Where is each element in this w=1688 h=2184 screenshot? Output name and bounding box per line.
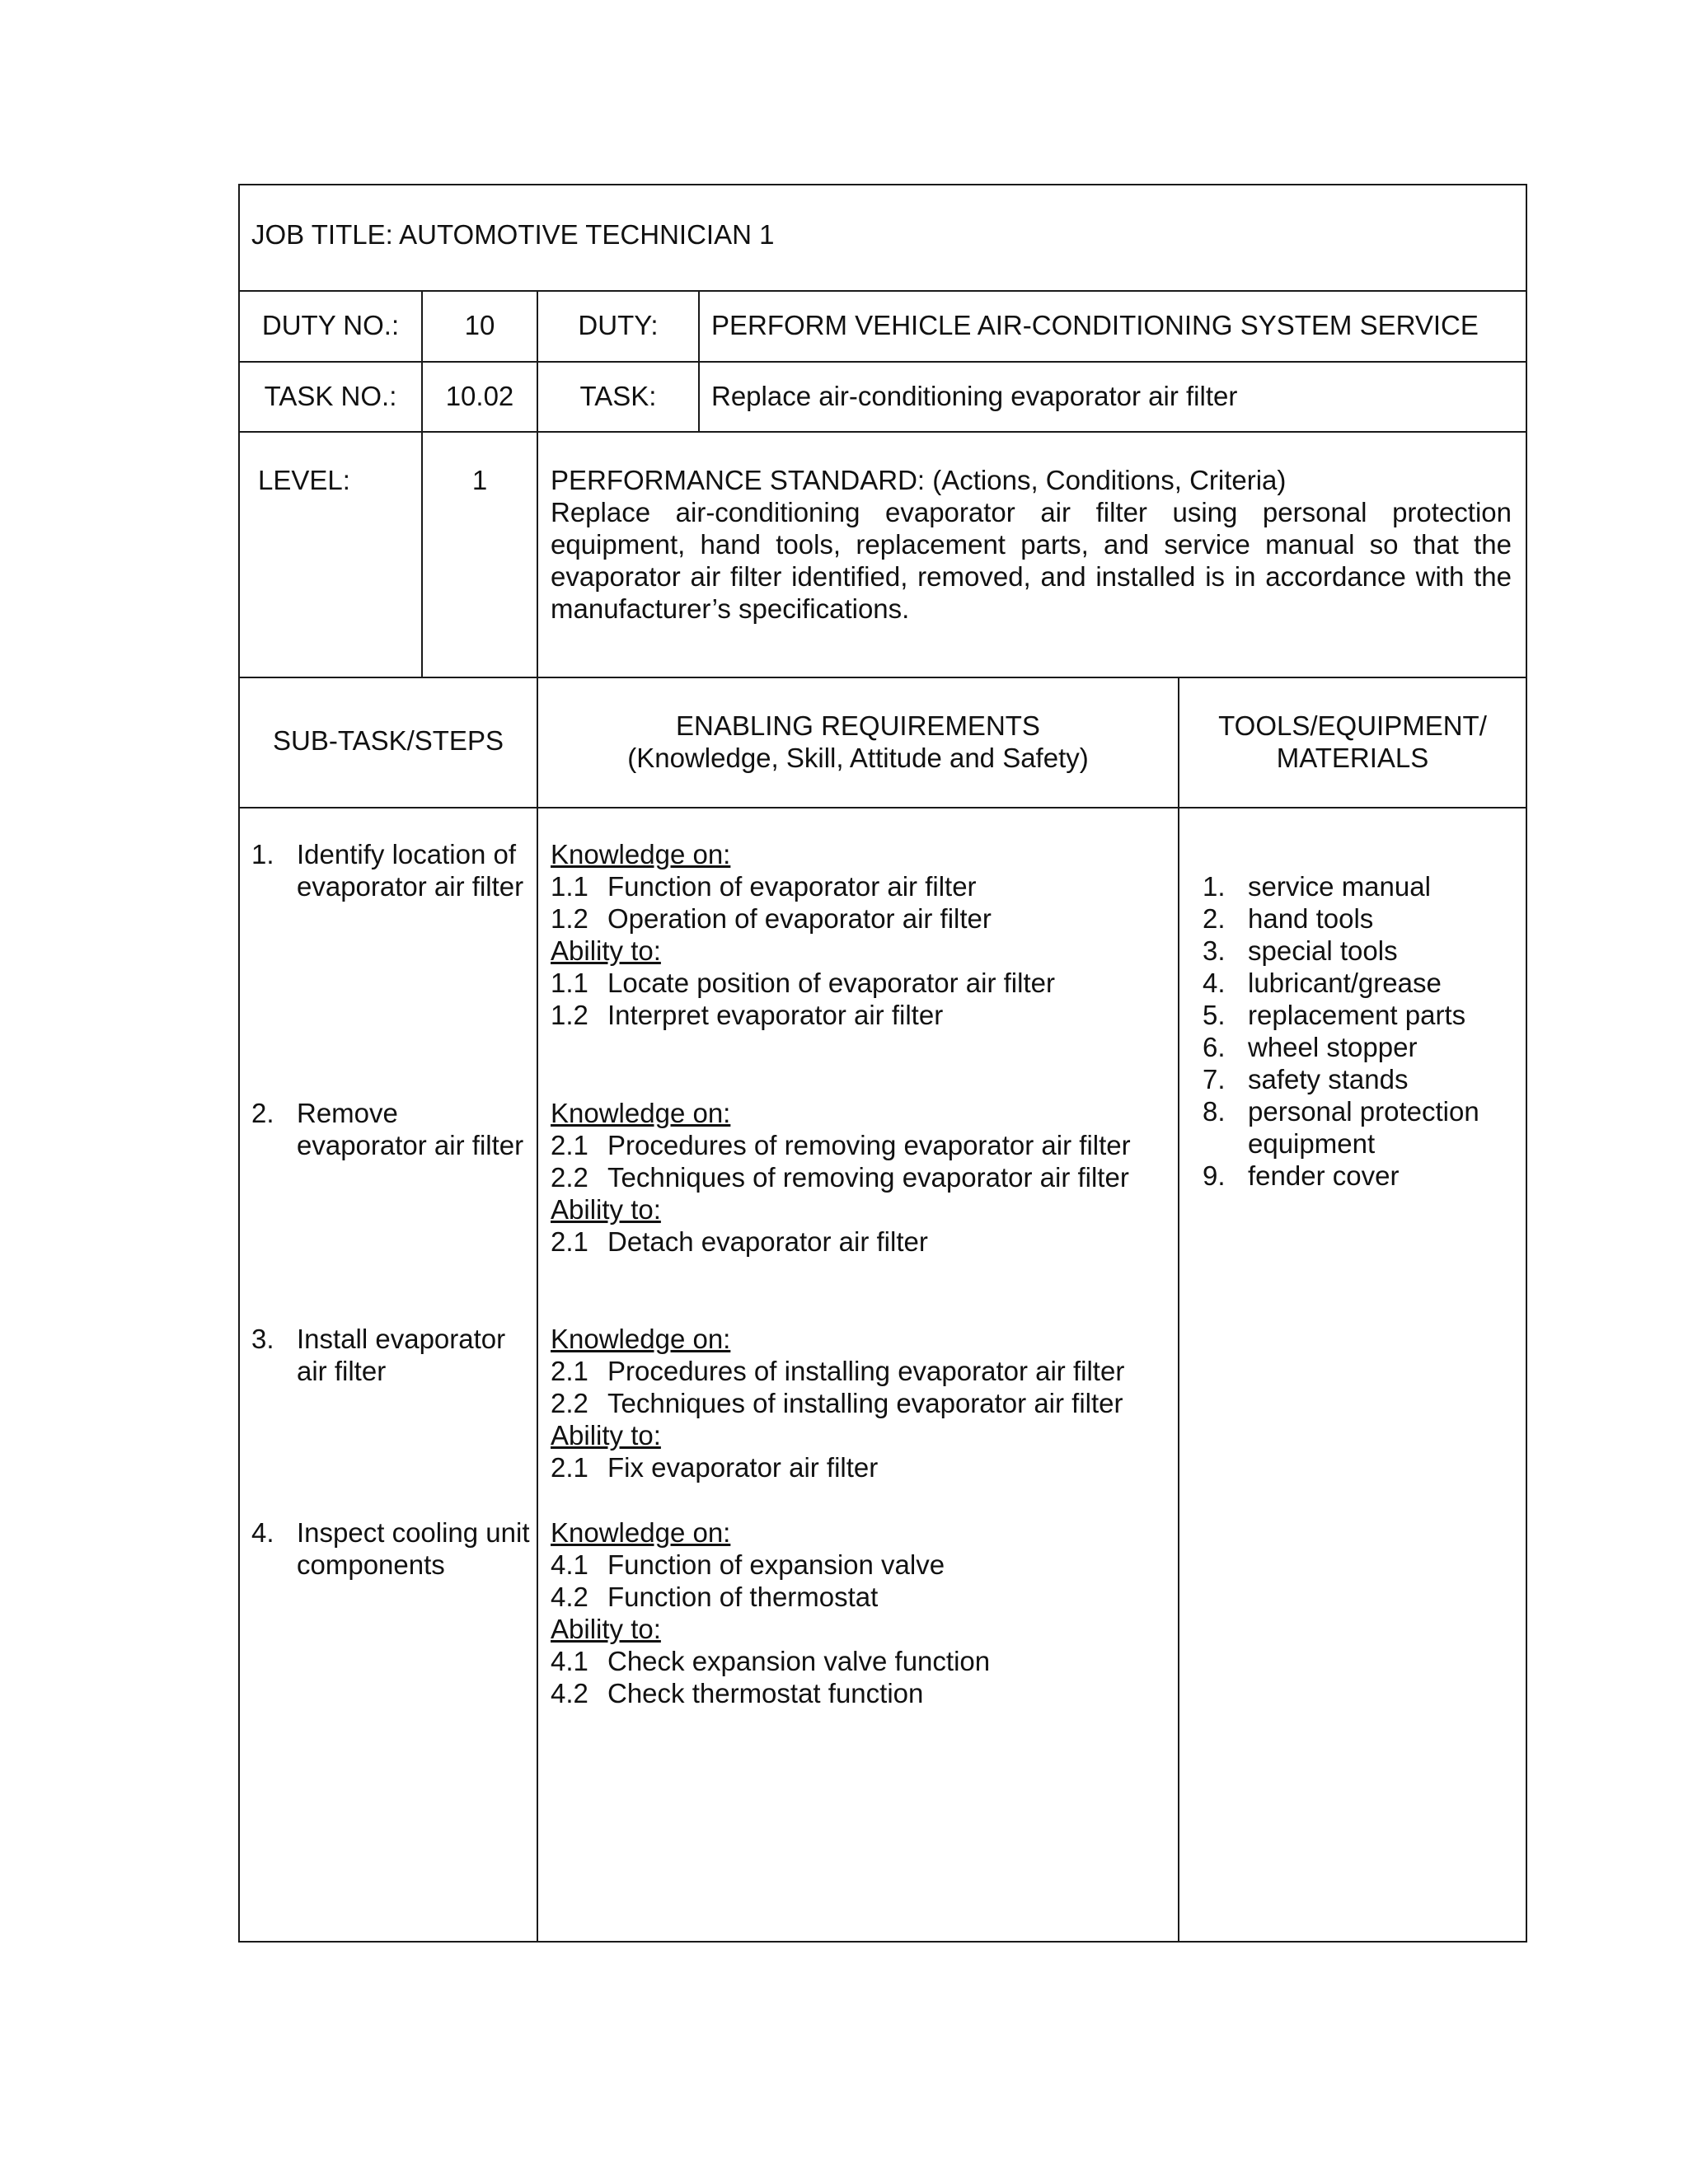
step-label: Install evaporator air filter: [297, 1324, 506, 1386]
task-value: Replace air-conditioning evaporator air filter: [711, 381, 1238, 411]
step-4: [251, 1516, 532, 1581]
tools-list-item: 2. hand tools: [1203, 903, 1374, 934]
tools-list-item: 5. replacement parts: [1203, 1000, 1466, 1030]
step-label: Inspect cooling unit components: [297, 1517, 530, 1580]
duty-no-label: DUTY NO.:: [261, 310, 400, 340]
tools-list-item: 6. wheel stopper: [1203, 1032, 1418, 1062]
step-number: 2.: [251, 1098, 274, 1128]
requirements-step-2: [551, 1097, 1177, 1258]
tools-list-item: 3. special tools: [1203, 935, 1398, 966]
rule-column-headers: [238, 807, 1527, 808]
requirement-item: 1.1 Locate position of evaporator air filter: [551, 968, 1055, 998]
step-1: [251, 838, 532, 902]
step-label: Identify location of evaporator air filter: [297, 839, 524, 902]
requirements-step-4: [551, 1516, 1177, 1709]
requirement-item: 1.1 Function of evaporator air filter: [551, 871, 977, 902]
duty-label: DUTY:: [578, 310, 659, 340]
requirements-step-1: [551, 838, 1177, 1031]
knowledge-heading: Knowledge on:: [551, 839, 731, 869]
performance-standard: [551, 464, 1512, 625]
performance-standard-text: Replace air-conditioning evaporator air filter using personal protection equipment, hand tools, replacement parts, and service manual so that the evaporator air filter identified, removed, and installed is in accordance with the manufacturer’s specifications.: [551, 497, 1512, 624]
requirement-item: 2.2 Techniques of installing evaporator air filter: [551, 1388, 1123, 1418]
requirement-item: 2.1 Procedures of installing evaporator air filter: [551, 1356, 1125, 1386]
tools-header-line1: TOOLS/EQUIPMENT/: [1218, 710, 1487, 741]
competency-table: [238, 184, 1527, 1943]
rule-bottom: [238, 1941, 1527, 1943]
rule-col-c: [698, 290, 700, 432]
step-2: [251, 1097, 532, 1161]
enabling-header-line2: (Knowledge, Skill, Attitude and Safety): [627, 743, 1089, 773]
task-label: TASK:: [579, 381, 657, 411]
tools-list-item: 4. lubricant/grease: [1203, 968, 1442, 998]
enabling-header-line1: ENABLING REQUIREMENTS: [676, 710, 1040, 741]
rule-left: [238, 184, 240, 1943]
requirements-step-3: [551, 1323, 1177, 1483]
duty-no-value: 10: [464, 310, 495, 340]
ability-heading: Ability to:: [551, 1194, 661, 1225]
duty-value: PERFORM VEHICLE AIR-CONDITIONING SYSTEM SERVICE: [711, 310, 1479, 340]
requirement-item: 4.2 Function of thermostat: [551, 1582, 879, 1612]
knowledge-heading: Knowledge on:: [551, 1098, 731, 1128]
job-title: JOB TITLE: AUTOMOTIVE TECHNICIAN 1: [251, 219, 775, 250]
requirement-item: 4.1 Check expansion valve function: [551, 1646, 991, 1676]
knowledge-heading: Knowledge on:: [551, 1517, 731, 1548]
requirement-item: 1.2 Operation of evaporator air filter: [551, 903, 992, 934]
enabling-header: [538, 710, 1178, 774]
ability-heading: Ability to:: [551, 1614, 661, 1644]
rule-duty: [238, 361, 1527, 363]
requirement-item: 2.1 Detach evaporator air filter: [551, 1226, 928, 1257]
requirement-item: 2.1 Procedures of removing evaporator air filter: [551, 1130, 1131, 1160]
requirement-item: 2.1 Fix evaporator air filter: [551, 1452, 879, 1483]
rule-job-title: [238, 290, 1527, 292]
step-3: [251, 1323, 532, 1387]
tools-list-item: 9. fender cover: [1203, 1160, 1400, 1191]
task-no-label: TASK NO.:: [264, 381, 397, 411]
performance-standard-heading: PERFORMANCE STANDARD: (Actions, Conditions, Criteria): [551, 465, 1287, 495]
rule-task: [238, 431, 1527, 433]
requirement-item: 4.1 Function of expansion valve: [551, 1549, 945, 1580]
rule-right: [1526, 184, 1527, 1943]
ability-heading: Ability to:: [551, 1420, 661, 1451]
step-label: Remove evaporator air filter: [297, 1098, 524, 1160]
requirement-item: 4.2 Check thermostat function: [551, 1678, 924, 1708]
rule-top: [238, 184, 1527, 185]
tools-list-item: 7. safety stands: [1203, 1064, 1409, 1094]
step-number: 1.: [251, 839, 274, 869]
tools-header-line2: MATERIALS: [1276, 743, 1429, 773]
tools-list: [1203, 870, 1516, 1192]
level-label: LEVEL:: [258, 465, 350, 495]
rule-level: [238, 677, 1527, 678]
knowledge-heading: Knowledge on:: [551, 1324, 731, 1354]
rule-col-d: [1178, 677, 1179, 1943]
step-number: 4.: [251, 1517, 274, 1548]
rule-col-b: [537, 290, 538, 1943]
ability-heading: Ability to:: [551, 935, 661, 966]
step-number: 3.: [251, 1324, 274, 1354]
subtask-header: SUB-TASK/STEPS: [273, 725, 504, 756]
tools-header: [1179, 710, 1526, 774]
tools-list-item: 1. service manual: [1203, 871, 1431, 902]
tools-list-item: 8. personal protection equipment: [1203, 1096, 1479, 1159]
level-value: 1: [471, 465, 488, 495]
requirement-item: 2.2 Techniques of removing evaporator air filter: [551, 1162, 1129, 1193]
task-no-value: 10.02: [445, 381, 514, 411]
requirement-item: 1.2 Interpret evaporator air filter: [551, 1000, 944, 1030]
